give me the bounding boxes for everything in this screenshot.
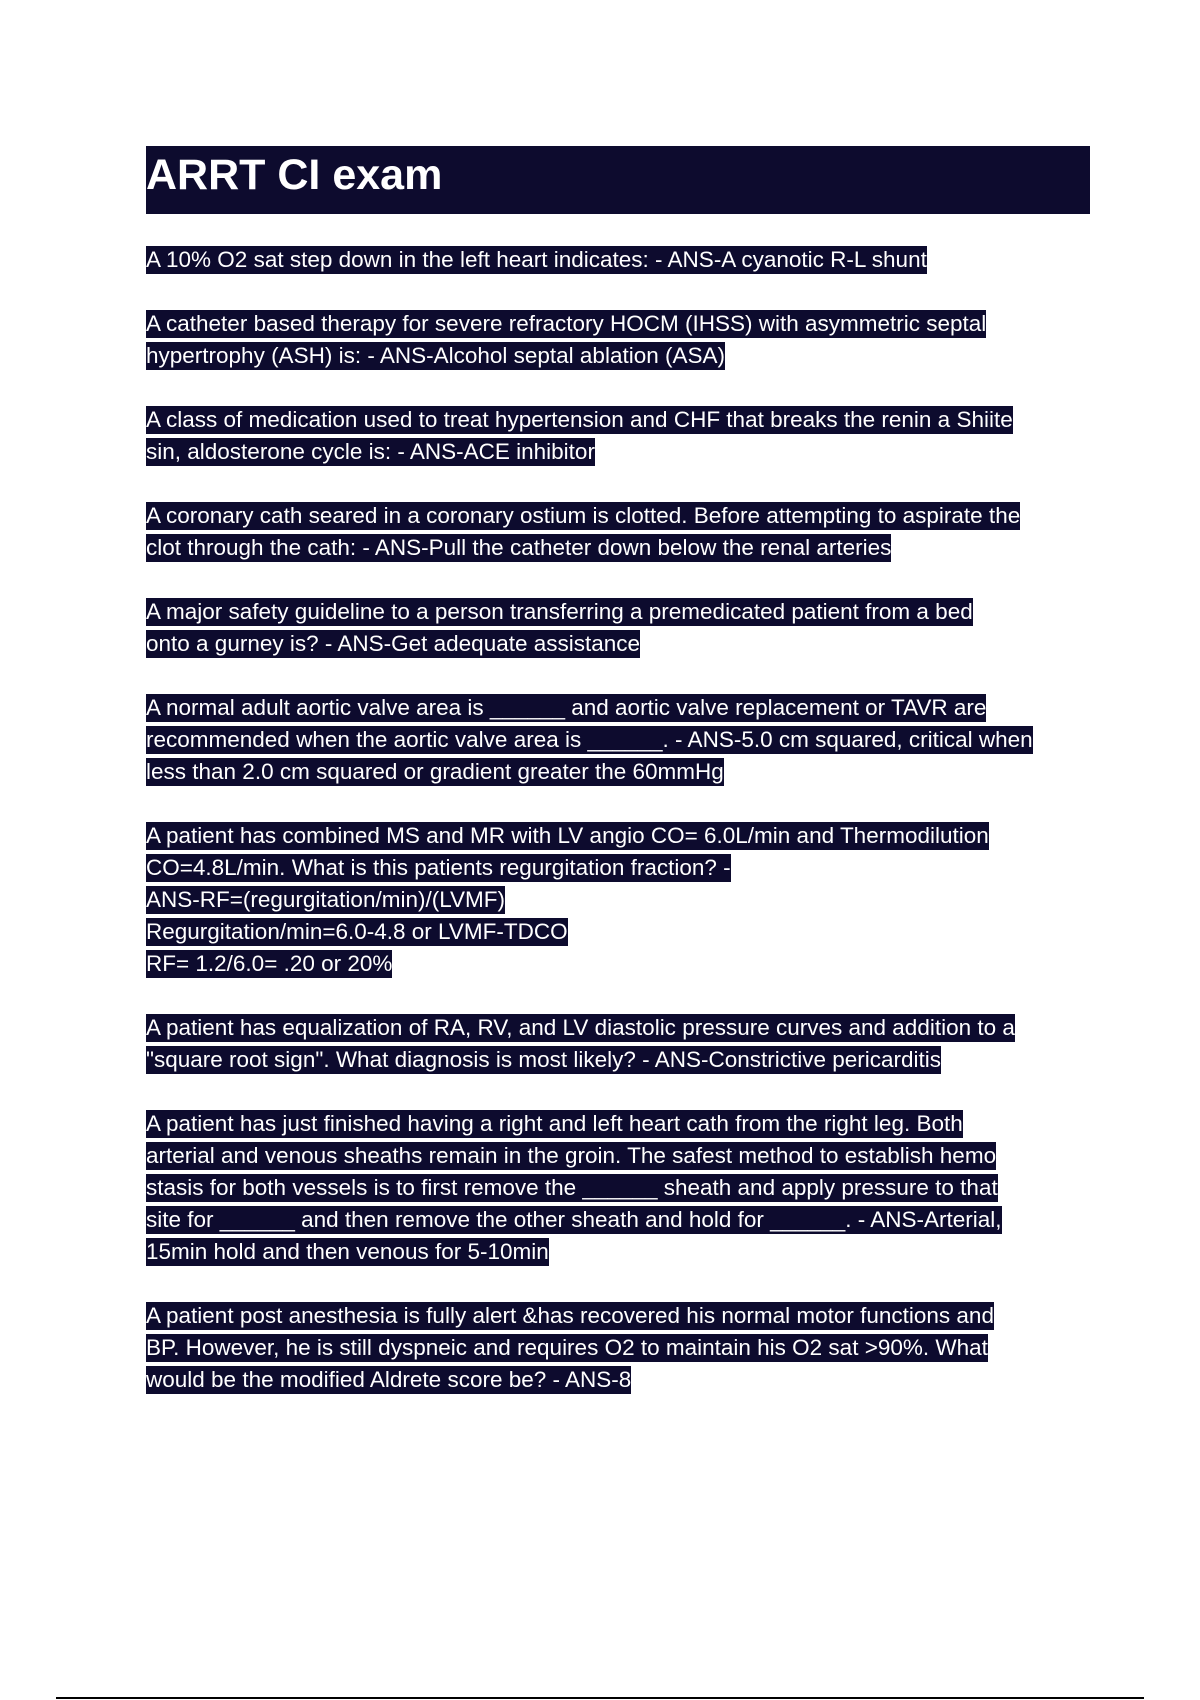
qa-line (146, 1108, 1090, 1140)
qa-line-text: hypertrophy (ASH) is: - ANS-Alcohol septal ablation (ASA) (146, 343, 725, 368)
qa-line (146, 948, 1090, 980)
qa-line (146, 340, 1090, 372)
qa-line (146, 1332, 1090, 1364)
qa-line (146, 404, 1090, 436)
qa-line (146, 532, 1090, 564)
qa-line-text: recommended when the aortic valve area is ______. - ANS-5.0 cm squared, critical when (146, 727, 1033, 752)
qa-line-text: sin, aldosterone cycle is: - ANS-ACE inhibitor (146, 439, 595, 464)
qa-item (146, 1012, 1090, 1076)
qa-line (146, 1044, 1090, 1076)
qa-line-text: BP. However, he is still dyspneic and requires O2 to maintain his O2 sat >90%. What (146, 1335, 988, 1360)
footer-divider (56, 1697, 1144, 1699)
qa-line (146, 1140, 1090, 1172)
qa-line (146, 724, 1090, 756)
qa-line (146, 820, 1090, 852)
qa-line (146, 692, 1090, 724)
qa-line (146, 500, 1090, 532)
qa-line (146, 1172, 1090, 1204)
qa-line-text: arterial and venous sheaths remain in the groin. The safest method to establish hemo (146, 1143, 997, 1168)
qa-line-text: A 10% O2 sat step down in the left heart indicates: - ANS-A cyanotic R-L shunt (146, 247, 927, 272)
qa-item (146, 308, 1090, 372)
qa-item (146, 1108, 1090, 1268)
qa-line (146, 756, 1090, 788)
qa-line (146, 436, 1090, 468)
qa-line-text: RF= 1.2/6.0= .20 or 20% (146, 951, 393, 976)
qa-line-text: A patient has combined MS and MR with LV angio CO= 6.0L/min and Thermodilution (146, 823, 989, 848)
qa-line-text: CO=4.8L/min. What is this patients regurgitation fraction? - (146, 855, 731, 880)
title-banner (146, 146, 1090, 214)
qa-line (146, 1236, 1090, 1268)
qa-line-text: would be the modified Aldrete score be? - ANS-8 (146, 1367, 632, 1392)
qa-line (146, 852, 1090, 884)
qa-line (146, 596, 1090, 628)
qa-item (146, 596, 1090, 660)
qa-item (146, 1300, 1090, 1396)
qa-line (146, 916, 1090, 948)
qa-line-text: stasis for both vessels is to first remove the ______ sheath and apply pressure to that (146, 1175, 998, 1200)
qa-line-text: less than 2.0 cm squared or gradient greater the 60mmHg (146, 759, 724, 784)
qa-line-text: A normal adult aortic valve area is ______ and aortic valve replacement or TAVR are (146, 695, 987, 720)
qa-line (146, 1204, 1090, 1236)
qa-item (146, 500, 1090, 564)
qa-line-text: ANS-RF=(regurgitation/min)/(LVMF) (146, 887, 506, 912)
qa-item (146, 820, 1090, 980)
qa-line (146, 1300, 1090, 1332)
qa-line-text: A class of medication used to treat hypertension and CHF that breaks the renin a Shiite (146, 407, 1013, 432)
qa-line-text: A patient has equalization of RA, RV, and LV diastolic pressure curves and addition to a (146, 1015, 1015, 1040)
qa-line-text: "square root sign". What diagnosis is most likely? - ANS-Constrictive pericarditis (146, 1047, 942, 1072)
qa-line-text: A patient post anesthesia is fully alert &has recovered his normal motor functions and (146, 1303, 994, 1328)
qa-item (146, 244, 1090, 276)
qa-line-text: A coronary cath seared in a coronary ostium is clotted. Before attempting to aspirate the (146, 503, 1021, 528)
page-title: ARRT CI exam (146, 151, 443, 199)
qa-line-text: 15min hold and then venous for 5-10min (146, 1239, 549, 1264)
qa-line (146, 308, 1090, 340)
qa-line-text: site for ______ and then remove the other sheath and hold for ______. - ANS-Arterial, (146, 1207, 1002, 1232)
qa-line-text: Regurgitation/min=6.0-4.8 or LVMF-TDCO (146, 919, 568, 944)
qa-line-text: onto a gurney is? - ANS-Get adequate assistance (146, 631, 641, 656)
qa-line (146, 884, 1090, 916)
qa-line-text: A catheter based therapy for severe refractory HOCM (IHSS) with asymmetric septal (146, 311, 987, 336)
qa-line-text: clot through the cath: - ANS-Pull the catheter down below the renal arteries (146, 535, 892, 560)
qa-line (146, 1364, 1090, 1396)
qa-line (146, 1012, 1090, 1044)
qa-list (146, 244, 1090, 1428)
qa-line (146, 244, 1090, 276)
qa-line-text: A major safety guideline to a person transferring a premedicated patient from a bed (146, 599, 973, 624)
qa-line (146, 628, 1090, 660)
qa-line-text: A patient has just finished having a right and left heart cath from the right leg. Both (146, 1111, 963, 1136)
qa-item (146, 692, 1090, 788)
qa-item (146, 404, 1090, 468)
